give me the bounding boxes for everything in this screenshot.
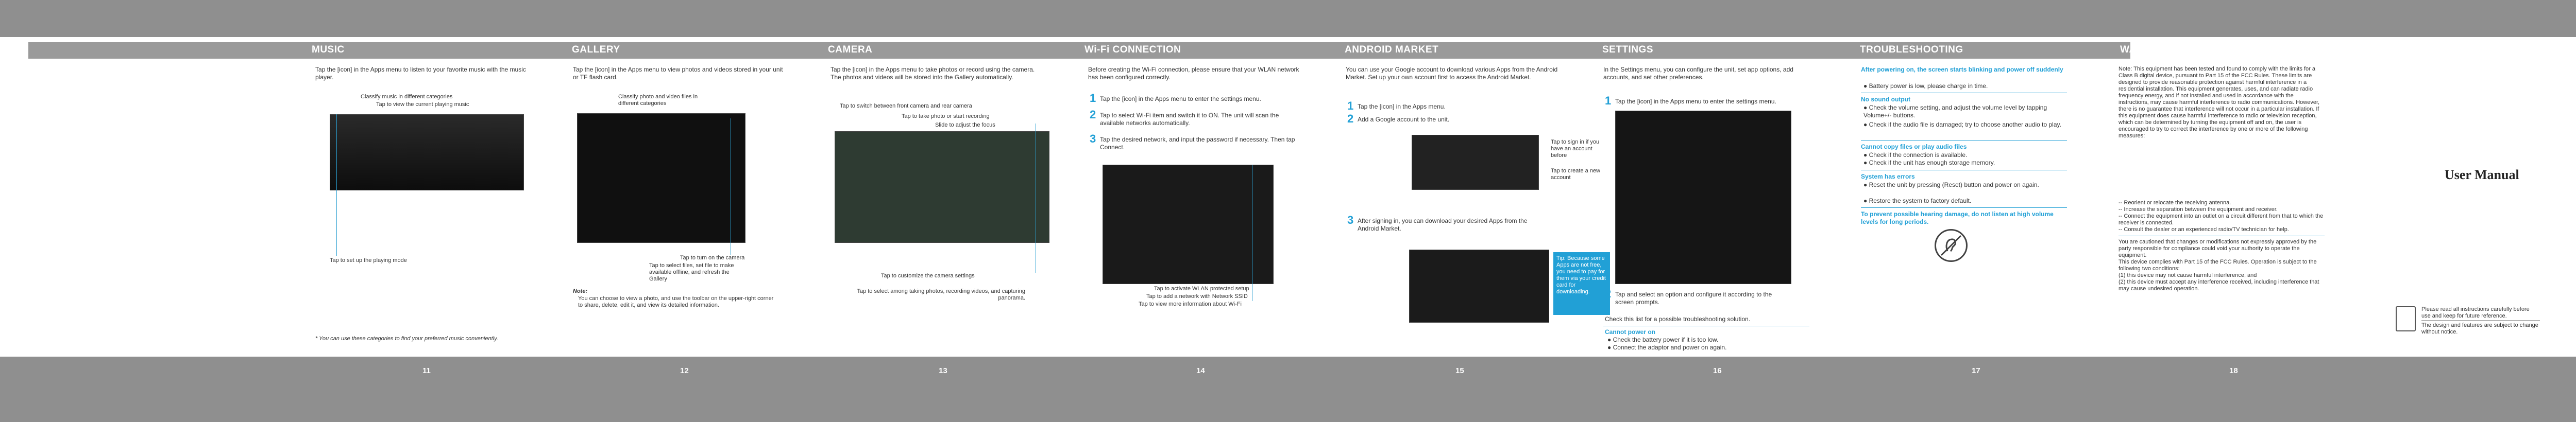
step-number: 3 bbox=[1347, 214, 1354, 226]
section-title-warning: WARNING bbox=[2120, 44, 2170, 55]
bottom-border bbox=[0, 357, 2576, 422]
page-number: 13 bbox=[939, 366, 947, 375]
callout-current-playing: Tap to view the current playing music bbox=[376, 101, 469, 108]
gallery-intro: Tap the [icon] in the Apps menu to view photos and videos stored in your unit or TF flash card. bbox=[573, 66, 783, 81]
settings-step2: Tap and select an option and configure it according to the screen prompts. bbox=[1615, 291, 1772, 306]
cover-title: User Manual bbox=[2445, 167, 2519, 182]
divider bbox=[1861, 207, 2067, 208]
top-border bbox=[0, 0, 2576, 37]
camera-intro: Tap the [icon] in the Apps menu to take photos or record using the camera. The photos and videos will be stored into the Gallery automatically. bbox=[831, 66, 1035, 81]
callout-create-account: Tap to create a new account bbox=[1551, 168, 1601, 181]
page-number: 15 bbox=[1455, 366, 1464, 375]
settings-check-list: Check this list for a possible troubleshooting solution. bbox=[1605, 315, 1751, 323]
cover-note-2: The design and features are subject to change without notice. bbox=[2421, 322, 2538, 335]
bullet-text: Battery power is low, please charge in time. bbox=[1869, 82, 1988, 90]
gallery-screenshot bbox=[577, 113, 745, 243]
callout-wlan-setup: Tap to activate WLAN protected setup bbox=[1154, 286, 1249, 292]
market-store-screenshot bbox=[1409, 250, 1549, 323]
callout-music-categories: Classify music in different categories bbox=[361, 94, 453, 100]
market-step1: Tap the [icon] in the Apps menu. bbox=[1358, 103, 1446, 110]
camera-screenshot bbox=[835, 131, 1049, 243]
bullet-text: Check the volume setting, and adjust the volume level by tapping Volume+/- buttons. bbox=[1863, 104, 2047, 119]
callout-classify-files: Classify photo and video files in different categories bbox=[618, 94, 698, 107]
callout-wifi-info: Tap to view more information about Wi-Fi bbox=[1139, 301, 1242, 307]
wifi-step1: Tap the [icon] in the Apps menu to enter the settings menu. bbox=[1100, 95, 1261, 102]
music-note: * You can use these categories to find your preferred music conveniently. bbox=[315, 336, 498, 342]
trouble-heading-3: Cannot copy files or play audio files bbox=[1861, 143, 1967, 150]
bullet-item: ● Check the battery power if it is too low. bbox=[1607, 336, 1719, 343]
warning-measure-3: -- Connect the equipment into an outlet on a circuit different from that to which the receiver is connected. bbox=[2119, 213, 2324, 226]
trouble-heading-1: After powering on, the screen starts blinking and power off suddenly bbox=[1861, 66, 2063, 73]
ear-icon bbox=[1936, 231, 1966, 260]
market-signin-screenshot bbox=[1412, 135, 1539, 190]
bullet-item: ● Check if the audio file is damaged; try to choose another audio to play. bbox=[1863, 121, 2061, 128]
bullet-text: Check if the audio file is damaged; try to choose another audio to play. bbox=[1869, 121, 2061, 128]
callout-customize-camera: Tap to customize the camera settings bbox=[881, 273, 975, 279]
bullet-text: Reset the unit by pressing (Reset) button and power on again. bbox=[1869, 181, 2039, 188]
section-title-market: ANDROID MARKET bbox=[1345, 44, 1439, 55]
divider bbox=[2421, 320, 2540, 321]
bullet-item: ● Battery power is low, please charge in time. bbox=[1863, 82, 1988, 90]
page-number: 16 bbox=[1713, 366, 1722, 375]
callout-switch-camera: Tap to switch between front camera and rear camera bbox=[840, 103, 972, 109]
wifi-step3: Tap the desired network, and input the password if necessary. Then tap Connect. bbox=[1100, 136, 1295, 151]
bullet-item: ● Restore the system to factory default. bbox=[1863, 197, 1972, 204]
callout-line bbox=[336, 114, 337, 256]
trouble-heading-2: No sound output bbox=[1861, 96, 1910, 103]
page-number: 18 bbox=[2229, 366, 2238, 375]
callout-playing-mode: Tap to set up the playing mode bbox=[330, 257, 407, 263]
page-number: 12 bbox=[680, 366, 689, 375]
step-number: 1 bbox=[1347, 99, 1354, 112]
gallery-note-text: You can choose to view a photo, and use the toolbar on the upper-right corner to share, delete, edit it, and view its detailed information. bbox=[578, 295, 774, 308]
trouble-heading-4: System has errors bbox=[1861, 173, 1915, 180]
warning-paragraph-1: Note: This equipment has been tested and found to comply with the limits for a Class B digital device, pursuant to Part 15 of the FCC Rules. These limits are designed to provide reasonable protection against harmful interference in a residential installation. This equipment generates, uses, and can radiate radio frequency energy, and if not installed and used in accordance with the instructions, may cause harmful interference to radio communications. However, there is no guarantee that interference will not occur in a particular installation. If this equipment does cause harmful interference to radio or television reception, which can be determined by turning the equipment off and on, the user is encouraged to try to correct the interference by one or more of the following measures: bbox=[2119, 66, 2320, 139]
step-number: 1 bbox=[1605, 94, 1612, 107]
bullet-text: Restore the system to factory default. bbox=[1869, 197, 1972, 204]
bullet-text: Connect the adaptor and power on again. bbox=[1613, 344, 1727, 351]
callout-select-files: Tap to select files, set file to make available offline, and refresh the Gallery bbox=[649, 262, 734, 282]
market-intro: You can use your Google account to download various Apps from the Android Market. Set up your own account first to access the Android Market. bbox=[1346, 66, 1558, 81]
settings-intro: In the Settings menu, you can configure the unit, set app options, add accounts, and set other preferences. bbox=[1603, 66, 1793, 81]
cover-note-1: Please read all instructions carefully before use and keep for future reference. bbox=[2421, 306, 2530, 319]
music-intro: Tap the [icon] in the Apps menu to listen to your favorite music with the music player. bbox=[315, 66, 526, 81]
step-number: 1 bbox=[1090, 92, 1096, 104]
section-title-music: MUSIC bbox=[312, 44, 345, 55]
callout-take-photo: Tap to take photo or start recording bbox=[902, 113, 990, 119]
wifi-settings-screenshot bbox=[1103, 165, 1274, 284]
step-number: 3 bbox=[1090, 132, 1096, 145]
bullet-item: ● Check if the connection is available. bbox=[1863, 151, 1968, 159]
hearing-warning-icon bbox=[1935, 229, 1968, 262]
callout-network-ssid: Tap to add a network with Network SSID bbox=[1146, 293, 1248, 300]
section-title-troubleshooting: TROUBLESHOOTING bbox=[1860, 44, 1963, 55]
section-title-camera: CAMERA bbox=[828, 44, 873, 55]
callout-sign-in: Tap to sign in if you have an account before bbox=[1551, 139, 1600, 159]
step-number: 2 bbox=[1090, 108, 1096, 121]
market-step2: Add a Google account to the unit. bbox=[1358, 116, 1450, 123]
settings-step1: Tap the [icon] in the Apps menu to enter the settings menu. bbox=[1615, 98, 1776, 105]
section-title-wifi: Wi-Fi CONNECTION bbox=[1084, 44, 1181, 55]
tablet-icon bbox=[2396, 306, 2416, 331]
gallery-note-title: Note: bbox=[573, 288, 588, 294]
page-number: 11 bbox=[422, 366, 431, 375]
market-step3: After signing in, you can download your desired Apps from the Android Market. bbox=[1358, 217, 1528, 232]
bullet-item: ● Check if the unit has enough storage memory. bbox=[1863, 159, 1995, 166]
market-tip-box: Tip: Because some Apps are not free, you need to pay for them via your credit card for downloading. bbox=[1553, 252, 1610, 315]
page-number: 17 bbox=[1972, 366, 1980, 375]
settings-screenshot bbox=[1615, 111, 1791, 284]
callout-adjust-focus: Slide to adjust the focus bbox=[935, 122, 995, 128]
cover-header-gap bbox=[2130, 42, 2576, 59]
bullet-text: Check the battery power if it is too low. bbox=[1613, 336, 1719, 343]
warning-paragraph-5: (2) this device must accept any interference received, including interference that may cause undesired operation. bbox=[2119, 279, 2319, 292]
step-number: 2 bbox=[1347, 112, 1354, 125]
warning-measure-2: -- Increase the separation between the equipment and receiver. bbox=[2119, 206, 2278, 213]
warning-paragraph-3: This device complies with Part 15 of the FCC Rules. Operation is subject to the following two conditions: bbox=[2119, 259, 2317, 272]
cannot-power-heading: Cannot power on bbox=[1605, 328, 1655, 336]
warning-paragraph-2: You are cautioned that changes or modifications not expressly approved by the party responsible for compliance could void your authority to operate the equipment. bbox=[2119, 239, 2317, 258]
page-number: 14 bbox=[1196, 366, 1205, 375]
wifi-step2: Tap to select Wi-Fi item and switch it to ON. The unit will scan the available networks automatically. bbox=[1100, 112, 1279, 127]
warning-paragraph-4: (1) this device may not cause harmful interference, and bbox=[2119, 272, 2257, 278]
step-number: 2 bbox=[1605, 287, 1612, 300]
music-player-screenshot bbox=[330, 114, 524, 190]
bullet-item: ● Reset the unit by pressing (Reset) button and power on again. bbox=[1863, 181, 2039, 188]
warning-measure-1: -- Reorient or relocate the receiving antenna. bbox=[2119, 200, 2231, 206]
wifi-intro: Before creating the Wi-Fi connection, please ensure that your WLAN network has been configured correctly. bbox=[1088, 66, 1299, 81]
callout-select-modes: Tap to select among taking photos, recording videos, and capturing panorama. bbox=[857, 288, 1025, 301]
bullet-text: Check if the connection is available. bbox=[1869, 151, 1968, 159]
bullet-item: ● Check the volume setting, and adjust the volume level by tapping Volume+/- buttons. bbox=[1863, 104, 2047, 119]
trouble-hearing-warning: To prevent possible hearing damage, do not listen at high volume levels for long periods. bbox=[1861, 210, 2054, 225]
bullet-item: ● Connect the adaptor and power on again. bbox=[1607, 344, 1727, 351]
section-title-settings: SETTINGS bbox=[1602, 44, 1654, 55]
bullet-text: Check if the unit has enough storage memory. bbox=[1869, 159, 1995, 166]
section-title-gallery: GALLERY bbox=[572, 44, 620, 55]
warning-measure-4: -- Consult the dealer or an experienced radio/TV technician for help. bbox=[2119, 226, 2289, 233]
callout-turn-on-camera: Tap to turn on the camera bbox=[680, 255, 745, 261]
